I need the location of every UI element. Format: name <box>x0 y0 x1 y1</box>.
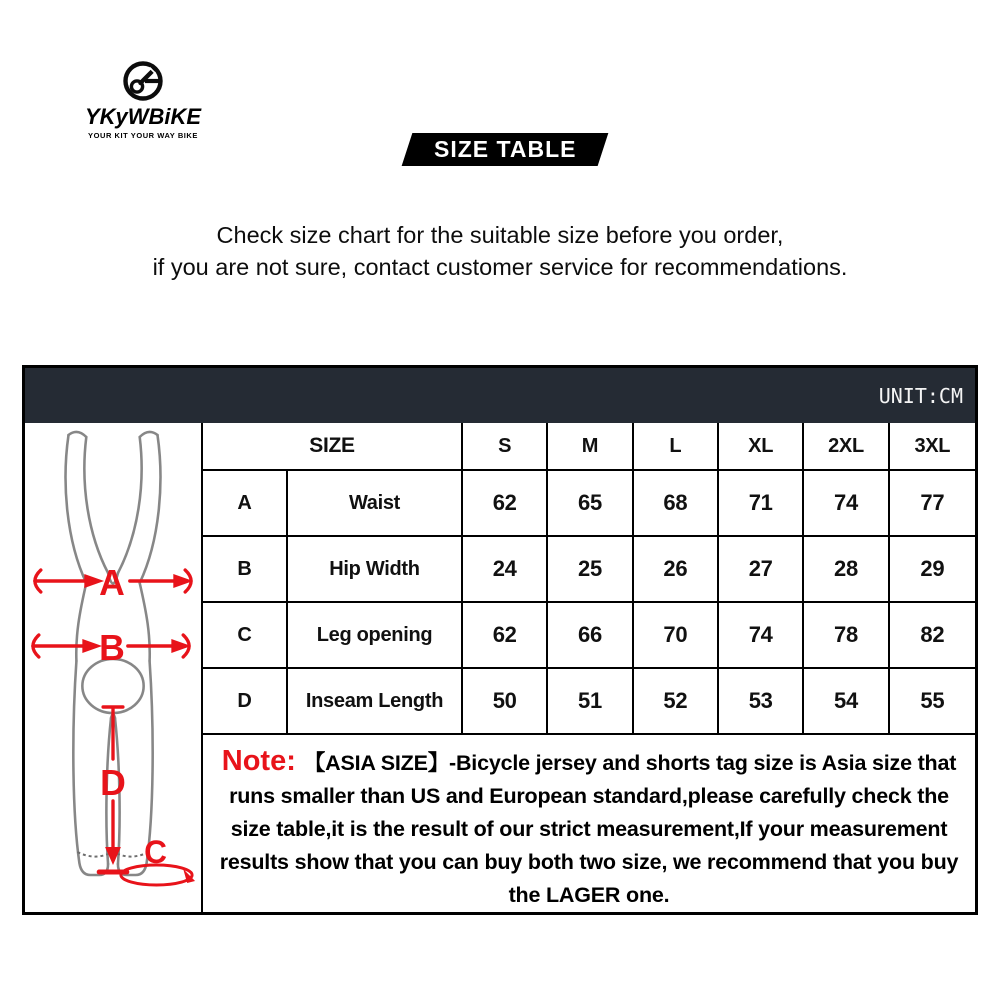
row-d-value-m: 51 <box>548 669 633 735</box>
row-b-value-xl: 27 <box>719 537 804 603</box>
row-a-letter: A <box>203 471 288 537</box>
size-header: SIZE <box>203 423 463 471</box>
row-a-name: Waist <box>288 471 463 537</box>
bib-shorts-diagram <box>25 423 201 912</box>
row-c-name: Leg opening <box>288 603 463 669</box>
size-table <box>22 365 978 915</box>
size-note <box>203 735 975 918</box>
row-a-value-2xl: 74 <box>804 471 889 537</box>
row-d-letter: D <box>203 669 288 735</box>
banner-title: SIZE TABLE <box>433 136 577 162</box>
row-b-value-s: 24 <box>463 537 548 603</box>
row-c-value-3xl: 82 <box>890 603 975 669</box>
unit-label: UNIT:CM <box>878 383 963 408</box>
row-c-value-m: 66 <box>548 603 633 669</box>
row-a-value-l: 68 <box>634 471 719 537</box>
row-d-value-xl: 53 <box>719 669 804 735</box>
row-d-value-l: 52 <box>634 669 719 735</box>
measurement-diagram-cell <box>25 423 203 912</box>
diagram-label-c: C <box>144 833 167 871</box>
col-header-m: M <box>548 423 633 471</box>
row-c-letter: C <box>203 603 288 669</box>
row-b-value-2xl: 28 <box>804 537 889 603</box>
col-header-l: L <box>634 423 719 471</box>
unit-bar <box>25 368 975 423</box>
row-d-value-s: 50 <box>463 669 548 735</box>
col-header-xl: XL <box>719 423 804 471</box>
size-table-banner <box>402 133 609 166</box>
row-d-value-2xl: 54 <box>804 669 889 735</box>
col-header-s: S <box>463 423 548 471</box>
row-b-letter: B <box>203 537 288 603</box>
row-b-value-m: 25 <box>548 537 633 603</box>
row-a-value-3xl: 77 <box>890 471 975 537</box>
note-label: Note: <box>221 745 296 777</box>
col-header-3xl: 3XL <box>890 423 975 471</box>
brand-tagline: YOUR KIT YOUR WAY BIKE <box>88 131 198 140</box>
row-b-value-3xl: 29 <box>890 537 975 603</box>
col-header-2xl: 2XL <box>804 423 889 471</box>
row-a-value-xl: 71 <box>719 471 804 537</box>
bike-crank-icon <box>122 60 164 102</box>
row-c-value-l: 70 <box>634 603 719 669</box>
brand-logo <box>78 60 208 140</box>
row-a-value-m: 65 <box>548 471 633 537</box>
intro-line-2: if you are not sure, contact customer service for recommendations. <box>152 253 848 280</box>
diagram-label-a: A <box>99 562 125 604</box>
diagram-label-b: B <box>99 627 125 669</box>
diagram-label-d: D <box>100 762 126 804</box>
brand-name: YKyWBiKE <box>84 104 202 129</box>
intro-text <box>0 220 1000 283</box>
row-b-value-l: 26 <box>634 537 719 603</box>
size-grid <box>203 423 975 912</box>
size-table-body <box>25 423 975 912</box>
row-d-name: Inseam Length <box>288 669 463 735</box>
note-text: 【ASIA SIZE】-Bicycle jersey and shorts tag size is Asia size that runs smaller than US and European standard,please carefully check the size table,it is the result of our strict measurement,If your measurement results show that you can buy both two size, we recommend that you buy the LAGER one. <box>219 751 959 907</box>
row-c-value-xl: 74 <box>719 603 804 669</box>
row-c-value-s: 62 <box>463 603 548 669</box>
row-a-value-s: 62 <box>463 471 548 537</box>
row-d-value-3xl: 55 <box>890 669 975 735</box>
intro-line-1: Check size chart for the suitable size before you order, <box>216 222 784 248</box>
row-b-name: Hip Width <box>288 537 463 603</box>
row-c-value-2xl: 78 <box>804 603 889 669</box>
